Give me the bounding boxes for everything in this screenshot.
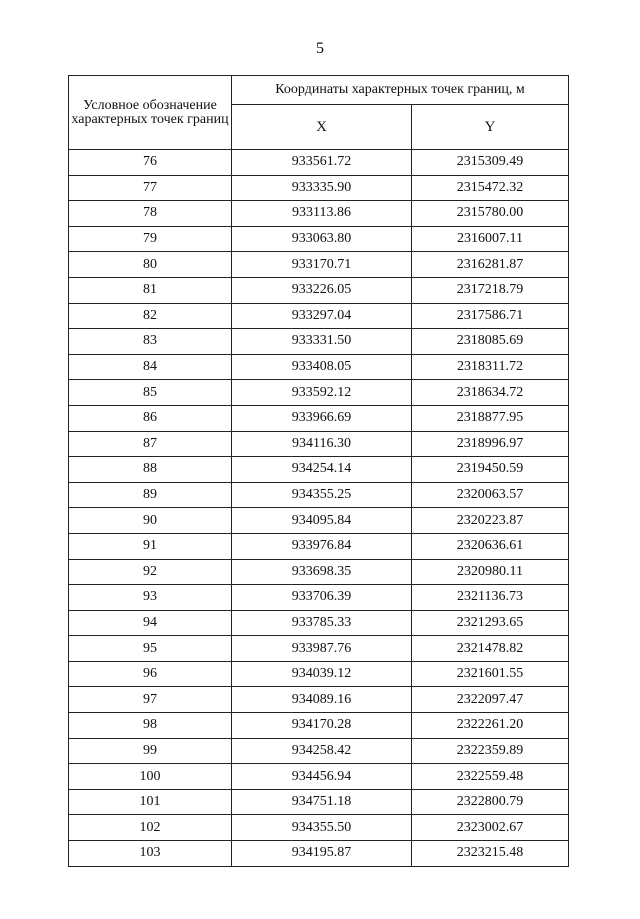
x-coordinate-cell: 934254.14 [232, 457, 412, 483]
x-coordinate-cell: 934116.30 [232, 431, 412, 457]
table-row [69, 380, 569, 406]
x-coordinate-cell: 933408.05 [232, 354, 412, 380]
header-coordinates: Координаты характерных точек границ, м [232, 76, 569, 105]
table-row [69, 303, 569, 329]
x-coordinate-cell: 933592.12 [232, 380, 412, 406]
point-number-cell: 91 [69, 533, 232, 559]
table-row [69, 457, 569, 483]
y-coordinate-cell: 2319450.59 [412, 457, 569, 483]
point-number-cell: 79 [69, 226, 232, 252]
y-coordinate-cell: 2323215.48 [412, 841, 569, 867]
table-row [69, 764, 569, 790]
y-coordinate-cell: 2318634.72 [412, 380, 569, 406]
y-coordinate-cell: 2316281.87 [412, 252, 569, 278]
point-number-cell: 94 [69, 610, 232, 636]
table-row [69, 815, 569, 841]
x-coordinate-cell: 934195.87 [232, 841, 412, 867]
table-row [69, 661, 569, 687]
point-number-cell: 77 [69, 175, 232, 201]
table-row [69, 329, 569, 355]
table-row [69, 533, 569, 559]
y-coordinate-cell: 2320636.61 [412, 533, 569, 559]
y-coordinate-cell: 2318085.69 [412, 329, 569, 355]
y-coordinate-cell: 2318877.95 [412, 405, 569, 431]
x-coordinate-cell: 934039.12 [232, 661, 412, 687]
x-coordinate-cell: 933966.69 [232, 405, 412, 431]
table-row [69, 636, 569, 662]
coordinates-table [68, 75, 569, 867]
point-number-cell: 86 [69, 405, 232, 431]
y-coordinate-cell: 2316007.11 [412, 226, 569, 252]
point-number-cell: 92 [69, 559, 232, 585]
x-coordinate-cell: 934355.25 [232, 482, 412, 508]
y-coordinate-cell: 2321293.65 [412, 610, 569, 636]
point-number-cell: 100 [69, 764, 232, 790]
table-row [69, 789, 569, 815]
table-header [69, 76, 569, 150]
point-number-cell: 96 [69, 661, 232, 687]
x-coordinate-cell: 933170.71 [232, 252, 412, 278]
point-number-cell: 99 [69, 738, 232, 764]
x-coordinate-cell: 933335.90 [232, 175, 412, 201]
y-coordinate-cell: 2315472.32 [412, 175, 569, 201]
x-coordinate-cell: 933063.80 [232, 226, 412, 252]
point-number-cell: 85 [69, 380, 232, 406]
table-row [69, 610, 569, 636]
point-number-cell: 80 [69, 252, 232, 278]
x-coordinate-cell: 933987.76 [232, 636, 412, 662]
table-row [69, 738, 569, 764]
point-number-cell: 76 [69, 150, 232, 176]
x-coordinate-cell: 934456.94 [232, 764, 412, 790]
y-coordinate-cell: 2320223.87 [412, 508, 569, 534]
point-number-cell: 83 [69, 329, 232, 355]
x-coordinate-cell: 933297.04 [232, 303, 412, 329]
header-x: X [232, 105, 412, 150]
x-coordinate-cell: 933331.50 [232, 329, 412, 355]
point-number-cell: 78 [69, 201, 232, 227]
y-coordinate-cell: 2320980.11 [412, 559, 569, 585]
point-number-cell: 88 [69, 457, 232, 483]
point-number-cell: 101 [69, 789, 232, 815]
table-row [69, 585, 569, 611]
table-row [69, 354, 569, 380]
y-coordinate-cell: 2315309.49 [412, 150, 569, 176]
table-row [69, 482, 569, 508]
x-coordinate-cell: 934095.84 [232, 508, 412, 534]
table-row [69, 713, 569, 739]
y-coordinate-cell: 2320063.57 [412, 482, 569, 508]
table-row [69, 252, 569, 278]
table-row [69, 687, 569, 713]
y-coordinate-cell: 2323002.67 [412, 815, 569, 841]
table-row [69, 559, 569, 585]
point-number-cell: 98 [69, 713, 232, 739]
x-coordinate-cell: 933226.05 [232, 277, 412, 303]
y-coordinate-cell: 2322800.79 [412, 789, 569, 815]
x-coordinate-cell: 933561.72 [232, 150, 412, 176]
x-coordinate-cell: 934751.18 [232, 789, 412, 815]
table-body [69, 150, 569, 867]
y-coordinate-cell: 2321601.55 [412, 661, 569, 687]
table-row [69, 405, 569, 431]
table-row [69, 201, 569, 227]
x-coordinate-cell: 934258.42 [232, 738, 412, 764]
point-number-cell: 93 [69, 585, 232, 611]
x-coordinate-cell: 934355.50 [232, 815, 412, 841]
y-coordinate-cell: 2322359.89 [412, 738, 569, 764]
point-number-cell: 81 [69, 277, 232, 303]
table-row [69, 226, 569, 252]
y-coordinate-cell: 2321478.82 [412, 636, 569, 662]
table-row [69, 150, 569, 176]
x-coordinate-cell: 933706.39 [232, 585, 412, 611]
header-y: Y [412, 105, 569, 150]
point-number-cell: 89 [69, 482, 232, 508]
table-row [69, 508, 569, 534]
y-coordinate-cell: 2317218.79 [412, 277, 569, 303]
point-number-cell: 82 [69, 303, 232, 329]
header-point-label: Условное обозначение характерных точек границ [69, 76, 232, 150]
y-coordinate-cell: 2322097.47 [412, 687, 569, 713]
table-row [69, 175, 569, 201]
x-coordinate-cell: 933113.86 [232, 201, 412, 227]
point-number-cell: 103 [69, 841, 232, 867]
y-coordinate-cell: 2315780.00 [412, 201, 569, 227]
page-number: 5 [316, 40, 324, 57]
point-number-cell: 87 [69, 431, 232, 457]
point-number-cell: 84 [69, 354, 232, 380]
header-row-top [69, 76, 569, 105]
y-coordinate-cell: 2318311.72 [412, 354, 569, 380]
y-coordinate-cell: 2322261.20 [412, 713, 569, 739]
table-row [69, 841, 569, 867]
table-row [69, 277, 569, 303]
y-coordinate-cell: 2322559.48 [412, 764, 569, 790]
point-number-cell: 97 [69, 687, 232, 713]
point-number-cell: 90 [69, 508, 232, 534]
table-row [69, 431, 569, 457]
x-coordinate-cell: 934170.28 [232, 713, 412, 739]
point-number-cell: 95 [69, 636, 232, 662]
y-coordinate-cell: 2318996.97 [412, 431, 569, 457]
y-coordinate-cell: 2321136.73 [412, 585, 569, 611]
x-coordinate-cell: 934089.16 [232, 687, 412, 713]
x-coordinate-cell: 933698.35 [232, 559, 412, 585]
point-number-cell: 102 [69, 815, 232, 841]
x-coordinate-cell: 933976.84 [232, 533, 412, 559]
x-coordinate-cell: 933785.33 [232, 610, 412, 636]
y-coordinate-cell: 2317586.71 [412, 303, 569, 329]
